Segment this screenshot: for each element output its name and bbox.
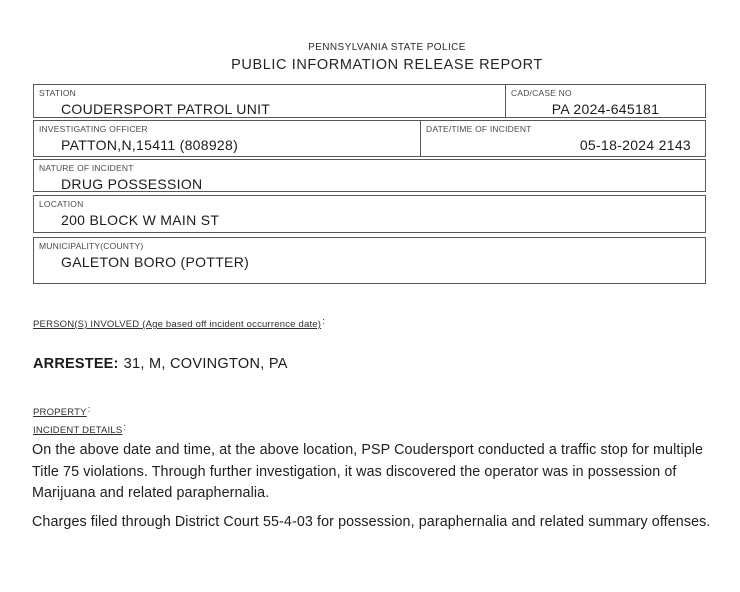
date-time-of-incident-value: 05-18-2024 2143 [579,137,691,153]
municipality-county-label: MUNICIPALITY(COUNTY) [39,241,144,251]
incident-details-heading-text: INCIDENT DETAILS [33,425,123,436]
incident-form-table [33,84,706,284]
report-title: PUBLIC INFORMATION RELEASE REPORT [231,57,543,73]
location-value: 200 BLOCK W MAIN ST [61,212,220,228]
form-row-nature [33,159,706,192]
persons-involved-heading-text: PERSON(S) INVOLVED (Age based off incident occurrence date) [33,319,322,330]
persons-involved-heading-colon: : [322,316,325,327]
property-heading [33,404,91,418]
investigating-officer-value: PATTON,N,15411 (808928) [61,137,239,153]
location-label: LOCATION [39,199,84,209]
incident-details-heading-colon: : [123,422,127,433]
cad-case-no-label: CAD/CASE NO [511,88,572,98]
date-time-of-incident-field [420,121,705,156]
form-row-municipality [33,237,706,284]
incident-details-paragraph: On the above date and time, at the above location, PSP Coudersport conducted a traffic stop for multiple Title 75 violations. Through further investigation, it was discovered the operator was in possession of Marijuana and related paraphernalia. [32,442,704,501]
form-row-location [33,195,706,233]
nature-of-incident-label: NATURE OF INCIDENT [39,163,134,173]
investigating-officer-label: INVESTIGATING OFFICER [39,124,148,134]
date-time-of-incident-label: DATE/TIME OF INCIDENT [426,124,532,134]
charges-paragraph: Charges filed through District Court 55-4-03 for possession, paraphernalia and related summary offenses. [32,514,711,530]
nature-of-incident-field [34,160,705,191]
location-field [34,196,705,232]
form-row-officer-datetime [33,120,706,157]
arrestee-value: 31, M, COVINGTON, PA [123,356,288,372]
incident-details-heading [33,422,127,436]
station-label: STATION [39,88,76,98]
property-heading-colon: : [87,404,91,415]
cad-case-no-field [505,85,705,117]
cad-case-no-value: PA 2024-645181 [551,101,660,117]
arrestee-label: ARRESTEE: [33,356,119,372]
station-value: COUDERSPORT PATROL UNIT [61,101,271,117]
investigating-officer-field [34,121,420,156]
nature-of-incident-value: DRUG POSSESSION [61,176,203,192]
station-field [34,85,505,117]
municipality-county-value: GALETON BORO (POTTER) [61,254,250,270]
arrestee-line [33,356,288,372]
property-heading-text: PROPERTY [33,407,87,418]
persons-involved-heading [33,316,325,330]
agency-name: PENNSYLVANIA STATE POLICE [308,42,466,53]
form-row-station-case [33,84,706,118]
municipality-county-field [34,238,705,283]
